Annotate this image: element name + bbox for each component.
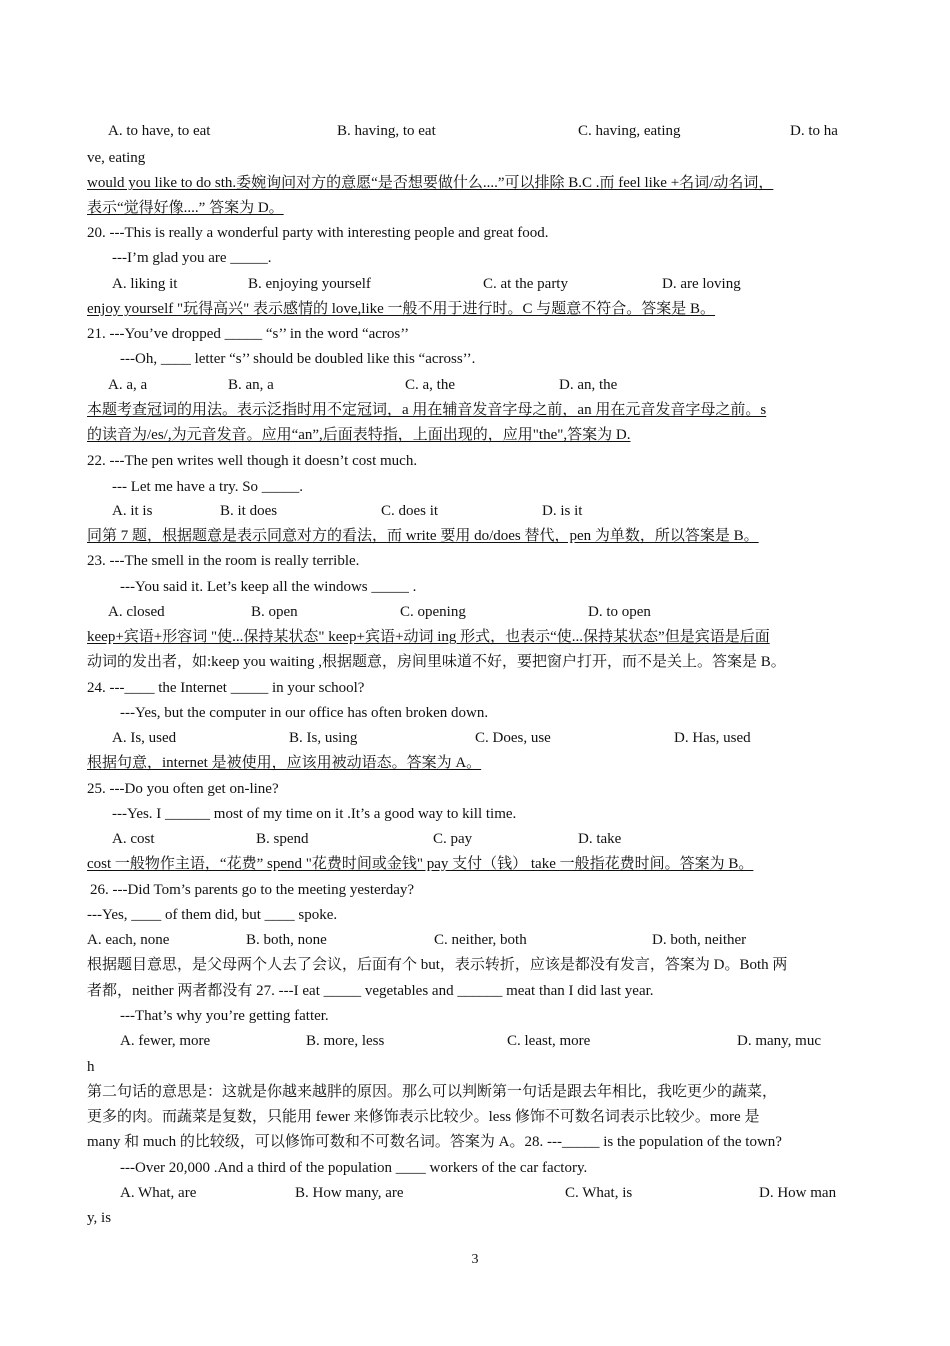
q21-question: 21. ---You’ve dropped _____ “s’’ in the word “acros’’ xyxy=(87,326,410,342)
q28-option-d-continued: y, is xyxy=(87,1210,112,1226)
q21-option-a: A. a, a xyxy=(108,377,148,393)
q21-explanation-line-2: 的读音为/es/,为元音发音。应用“an”,后面表特指，上面出现的，应用"the",答案为 D. xyxy=(87,427,631,443)
q25-option-c: C. pay xyxy=(433,831,473,847)
q23-option-c: C. opening xyxy=(400,604,466,620)
q28-option-b: B. How many, are xyxy=(295,1185,404,1201)
q26-reply: ---Yes, ____ of them did, but ____ spoke. xyxy=(87,907,338,923)
q22-option-b: B. it does xyxy=(220,503,278,519)
q24-question: 24. ---____ the Internet _____ in your school? xyxy=(87,680,365,696)
q20-option-a: A. liking it xyxy=(112,276,178,292)
q26-option-b: B. both, none xyxy=(246,932,327,948)
q27-option-c: C. least, more xyxy=(507,1033,591,1049)
q20-option-d: D. are loving xyxy=(662,276,741,292)
q21-explanation-line-1: 本题考查冠词的用法。表示泛指时用不定冠词，a 用在辅音发音字母之前，an 用在元音发音字母之前。s xyxy=(87,402,767,418)
q23-option-d: D. to open xyxy=(588,604,651,620)
q22-option-c: C. does it xyxy=(381,503,439,519)
q20-options xyxy=(112,274,872,294)
q25-option-d: D. take xyxy=(578,831,622,847)
q19-option-b: B. having, to eat xyxy=(337,123,436,139)
q20-option-b: B. enjoying yourself xyxy=(248,276,371,292)
q20-question: 20. ---This is really a wonderful party with interesting people and great food. xyxy=(87,225,549,241)
q20-reply: ---I’m glad you are _____. xyxy=(112,250,272,266)
q25-reply: ---Yes. I ______ most of my time on it .It’s a good way to kill time. xyxy=(112,806,517,822)
q27-reply: ---That’s why you’re getting fatter. xyxy=(120,1008,329,1024)
q23-reply: ---You said it. Let’s keep all the windows _____ . xyxy=(120,579,417,595)
q28-options xyxy=(120,1183,868,1203)
q26-option-d: D. both, neither xyxy=(652,932,747,948)
q19-explanation-line-2: 表示“觉得好像....” 答案为 D。 xyxy=(87,200,284,216)
q26-options xyxy=(87,930,867,950)
q19-option-d: D. to ha xyxy=(790,123,838,139)
q27-option-a: A. fewer, more xyxy=(120,1033,211,1049)
q22-explanation: 同第 7 题，根据题意是表示同意对方的看法，而 write 要用 do/does 替代，pen 为单数，所以答案是 B。 xyxy=(87,528,759,544)
q26-explanation-line-2: 者都，neither 两者都没有 27. ---I eat _____ vegetables and ______ meat than I did last year. xyxy=(87,983,654,999)
q21-options xyxy=(108,375,868,395)
q27-explanation-line-1: 第二句话的意思是：这就是你越来越胖的原因。那么可以判断第一句话是跟去年相比，我吃更少的蔬菜， xyxy=(87,1084,778,1100)
q23-option-b: B. open xyxy=(251,604,298,620)
q24-option-d: D. Has, used xyxy=(674,730,751,746)
q19-option-d-continued: ve, eating xyxy=(87,150,146,166)
q28-option-d: D. How man xyxy=(759,1185,837,1201)
q28-option-c: C. What, is xyxy=(565,1185,633,1201)
q25-option-b: B. spend xyxy=(256,831,309,847)
q23-explanation-line-1: keep+宾语+形容词 "使...保持某状态" keep+宾语+动词 ing 形式，也表示“使...保持某状态”但是宾语是后面 xyxy=(87,629,770,645)
q20-explanation: enjoy yourself "玩得高兴" 表示感情的 love,like 一般不用于进行时。C 与题意不符合。答案是 B。 xyxy=(87,301,716,317)
q25-question: 25. ---Do you often get on-line? xyxy=(87,781,279,797)
q19-option-c: C. having, eating xyxy=(578,123,681,139)
q19-options xyxy=(108,121,868,141)
q26-question: 26. ---Did Tom’s parents go to the meeting yesterday? xyxy=(90,882,415,898)
q22-reply: --- Let me have a try. So _____. xyxy=(112,479,304,495)
q22-option-a: A. it is xyxy=(112,503,153,519)
q27-option-b: B. more, less xyxy=(306,1033,385,1049)
q19-explanation-line-1: would you like to do sth.委婉询问对方的意愿“是否想要做什么....”可以排除 B.C .而 feel like +名词/动名词， xyxy=(87,175,774,191)
q24-options xyxy=(112,728,872,748)
q27-options xyxy=(120,1031,868,1051)
q24-option-c: C. Does, use xyxy=(475,730,551,746)
q27-explanation-line-2: 更多的肉。而蔬菜是复数，只能用 fewer 来修饰表示比较少。less 修饰不可数名词表示比较少。more 是 xyxy=(87,1109,760,1125)
q28-option-a: A. What, are xyxy=(120,1185,197,1201)
q24-option-a: A. Is, used xyxy=(112,730,177,746)
q28-reply: ---Over 20,000 .And a third of the population ____ workers of the car factory. xyxy=(120,1160,588,1176)
q26-option-c: C. neither, both xyxy=(434,932,527,948)
q25-options xyxy=(112,829,872,849)
q21-reply: ---Oh, ____ letter “s’’ should be doubled like this “across’’. xyxy=(120,351,476,367)
q23-option-a: A. closed xyxy=(108,604,165,620)
q26-explanation-line-1: 根据题目意思，是父母两个人去了会议，后面有个 but，表示转折，应该是都没有发言，答案为 D。Both 两 xyxy=(87,957,788,973)
q21-option-b: B. an, a xyxy=(228,377,274,393)
q27-option-d-continued: h xyxy=(87,1059,95,1075)
q22-option-d: D. is it xyxy=(542,503,583,519)
q26-option-a: A. each, none xyxy=(87,932,170,948)
q27-option-d: D. many, muc xyxy=(737,1033,822,1049)
page-number: 3 xyxy=(471,1252,479,1267)
q24-option-b: B. Is, using xyxy=(289,730,358,746)
q25-explanation: cost 一般物作主语，“花费” spend "花费时间或金钱" pay 支付（钱） take 一般指花费时间。答案为 B。 xyxy=(87,856,754,872)
q19-option-a: A. to have, to eat xyxy=(108,123,211,139)
q25-option-a: A. cost xyxy=(112,831,155,847)
q27-explanation-line-3: many 和 much 的比较级，可以修饰可数和不可数名词。答案为 A。28. ---_____ is the population of the town? xyxy=(87,1134,782,1150)
q23-explanation-line-2: 动词的发出者，如:keep you waiting ,根据题意，房间里味道不好，要把窗户打开，而不是关上。答案是 B。 xyxy=(87,654,786,670)
q21-option-d: D. an, the xyxy=(559,377,618,393)
q24-explanation: 根据句意，internet 是被使用，应该用被动语态。答案为 A。 xyxy=(87,755,482,771)
q21-option-c: C. a, the xyxy=(405,377,455,393)
q22-options xyxy=(112,501,872,521)
q20-option-c: C. at the party xyxy=(483,276,568,292)
q23-options xyxy=(108,602,868,622)
q22-question: 22. ---The pen writes well though it doesn’t cost much. xyxy=(87,453,418,469)
q23-question: 23. ---The smell in the room is really terrible. xyxy=(87,553,360,569)
q24-reply: ---Yes, but the computer in our office has often broken down. xyxy=(120,705,489,721)
